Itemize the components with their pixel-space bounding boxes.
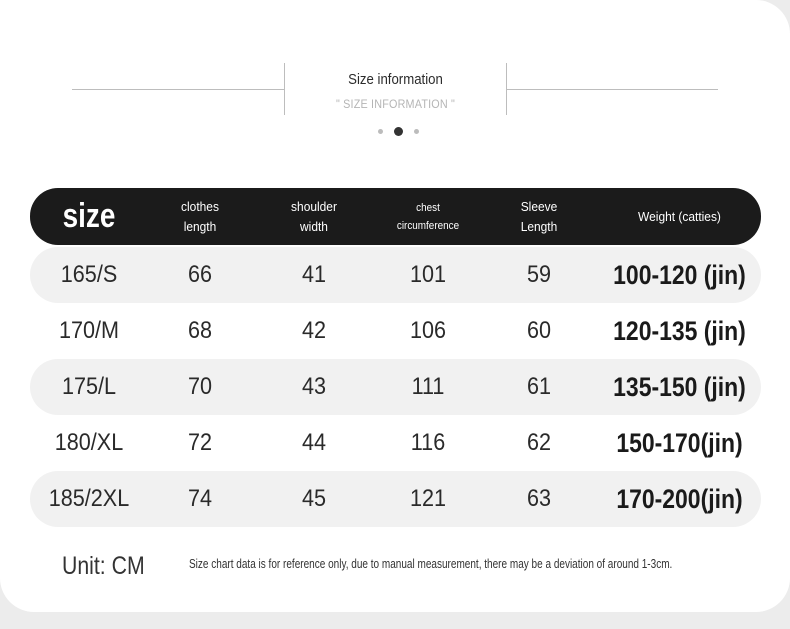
cell-size: 185/2XL bbox=[48, 485, 130, 512]
cell-size: 180/XL bbox=[54, 429, 124, 456]
cell-weight: 100-120 (jin) bbox=[613, 259, 746, 290]
cell-size: 165/S bbox=[60, 261, 118, 288]
header-weight: Weight (catties) bbox=[638, 208, 721, 224]
cell-sleeve-length: 59 bbox=[526, 261, 552, 288]
cell-weight: 170-200(jin) bbox=[616, 483, 743, 514]
cell-sleeve-length: 62 bbox=[526, 429, 552, 456]
dot-icon bbox=[414, 129, 419, 134]
cell-size: 175/L bbox=[61, 373, 117, 400]
cell-chest: 116 bbox=[410, 429, 446, 456]
table-row bbox=[30, 247, 761, 303]
cell-weight: 150-170(jin) bbox=[616, 427, 743, 458]
header-rule-right bbox=[507, 89, 718, 90]
cell-chest: 111 bbox=[411, 373, 445, 400]
page-title: Size information bbox=[348, 71, 443, 88]
cell-sleeve-length: 63 bbox=[526, 485, 552, 512]
cell-chest: 106 bbox=[409, 317, 447, 344]
disclaimer-note: Size chart data is for reference only, due to manual measurement, there may be a deviation of around 1-3cm. bbox=[189, 556, 673, 571]
table-row bbox=[30, 359, 761, 415]
cell-chest: 121 bbox=[409, 485, 447, 512]
cell-shoulder-width: 43 bbox=[301, 373, 327, 400]
header-size: size bbox=[62, 197, 116, 235]
cell-shoulder-width: 44 bbox=[301, 429, 327, 456]
table-header bbox=[30, 188, 761, 245]
header-chest-circumference: chest circumference bbox=[396, 201, 460, 232]
pagination-dots bbox=[370, 126, 420, 136]
table-row bbox=[30, 415, 761, 471]
cell-clothes-length: 68 bbox=[187, 317, 213, 344]
cell-weight: 135-150 (jin) bbox=[613, 371, 746, 402]
cell-clothes-length: 70 bbox=[187, 373, 213, 400]
header-sleeve-length: Sleeve Length bbox=[520, 198, 558, 234]
dot-icon bbox=[378, 129, 383, 134]
table-row bbox=[30, 471, 761, 527]
header-clothes-length: clothes length bbox=[181, 198, 219, 234]
cell-clothes-length: 72 bbox=[187, 429, 213, 456]
cell-clothes-length: 74 bbox=[187, 485, 213, 512]
cell-shoulder-width: 45 bbox=[301, 485, 327, 512]
table-row bbox=[30, 303, 761, 359]
header-rule-left bbox=[72, 89, 284, 90]
cell-clothes-length: 66 bbox=[187, 261, 213, 288]
cell-shoulder-width: 41 bbox=[301, 261, 327, 288]
cell-weight: 120-135 (jin) bbox=[613, 315, 746, 346]
header-divider-left bbox=[284, 63, 285, 115]
cell-shoulder-width: 42 bbox=[301, 317, 327, 344]
dot-active-icon bbox=[394, 127, 403, 136]
cell-chest: 101 bbox=[409, 261, 447, 288]
header-divider-right bbox=[506, 63, 507, 115]
cell-sleeve-length: 61 bbox=[526, 373, 552, 400]
unit-label: Unit: CM bbox=[62, 552, 145, 580]
cell-size: 170/M bbox=[58, 317, 120, 344]
cell-sleeve-length: 60 bbox=[526, 317, 552, 344]
header-shoulder-width: shoulder width bbox=[291, 198, 337, 234]
page-subtitle: " SIZE INFORMATION " bbox=[335, 97, 456, 111]
